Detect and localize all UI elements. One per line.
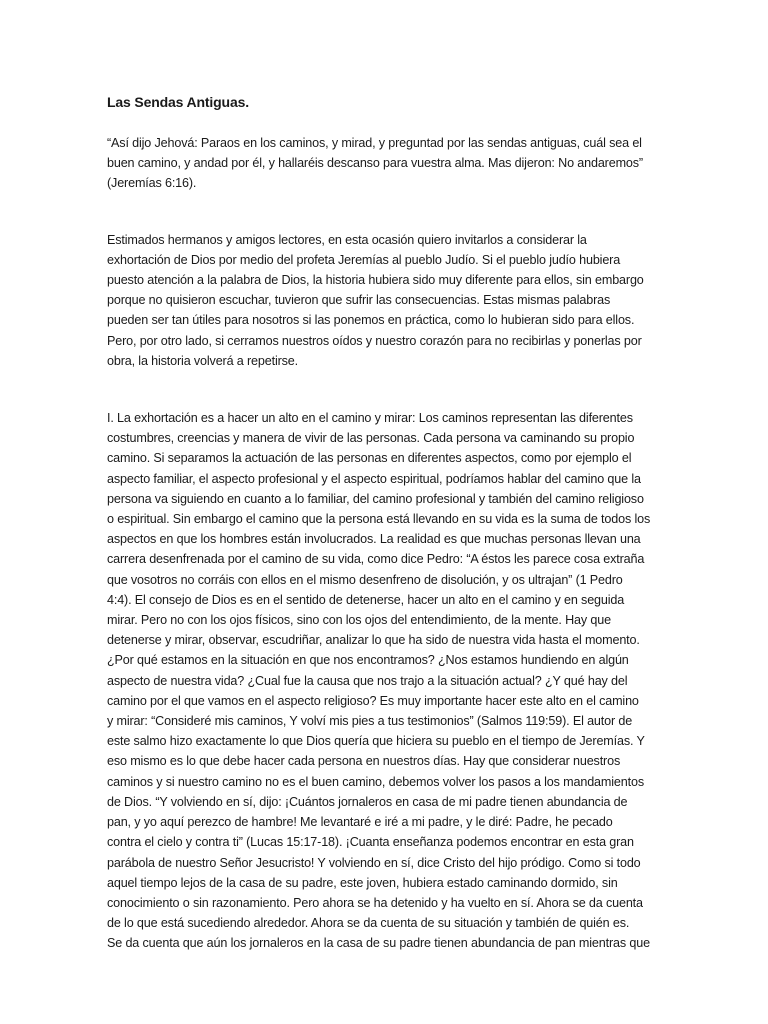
paragraph-line: o espiritual. Sin embargo el camino que la persona está llevando en su vida es la suma de todos los <box>107 512 651 527</box>
paragraph-line: pueden ser tan útiles para nosotros si las ponemos en práctica, como lo hubieran sido para ellos. <box>107 313 635 328</box>
paragraph-line: aspecto de nuestra vida? ¿Cual fue la causa que nos trajo a la situación actual? ¿Y qué hay del <box>107 673 628 688</box>
paragraph-line: carrera desenfrenada por el camino de su vida, como dice Pedro: “A éstos les parece cosa extraña <box>107 552 645 567</box>
paragraph-line: aquel tiempo lejos de la casa de su padre, este joven, hubiera estado caminando dormido, sin <box>107 875 618 890</box>
paragraph-line: ¿Por qué estamos en la situación en que nos encontramos? ¿Nos estamos hundiendo en algún <box>107 653 629 668</box>
paragraph-line: caminos y si nuestro camino no es el buen camino, debemos volver los pasos a los mandamientos <box>107 774 644 789</box>
paragraph-line: este salmo hizo exactamente lo que Dios quería que hiciera su pueblo en el tiempo de Jeremías. Y <box>107 734 645 749</box>
paragraph-line: pan, y yo aquí perezco de hambre! Me levantaré e iré a mi padre, y le diré: Padre, he pecado <box>107 815 613 830</box>
paragraph-line: de Dios. “Y volviendo en sí, dijo: ¡Cuántos jornaleros en casa de mi padre tienen abundancia de <box>107 794 628 809</box>
paragraph-line: obra, la historia volverá a repetirse. <box>107 353 298 368</box>
paragraph-line: porque no quisieron escuchar, tuvieron que sufrir las consecuencias. Estas mismas palabras <box>107 293 611 308</box>
document-body <box>107 92 663 954</box>
paragraph-line: Se da cuenta que aún los jornaleros en la casa de su padre tienen abundancia de pan mientras que <box>107 936 650 951</box>
section-one-paragraph <box>107 408 663 953</box>
paragraph-spacer <box>107 371 663 408</box>
epigraph-paragraph <box>107 133 663 194</box>
paragraph-line: aspectos en que los hombres están involucrados. La realidad es que muchas personas llevan una <box>107 532 641 547</box>
paragraph-line: aspecto familiar, el aspecto profesional y el aspecto espiritual, podríamos hablar del camino que la <box>107 471 641 486</box>
paragraph-line: exhortación de Dios por medio del profeta Jeremías al pueblo Judío. Si el pueblo judío hubiera <box>107 252 621 267</box>
paragraph-line: y mirar: “Consideré mis caminos, Y volví mis pies a tus testimonios” (Salmos 119:59). El autor de <box>107 714 633 729</box>
paragraph-line: I. La exhortación es a hacer un alto en el camino y mirar: Los caminos representan las diferentes <box>107 411 633 426</box>
paragraph-line: eso mismo es lo que debe hacer cada persona en nuestros días. Hay que considerar nuestros <box>107 754 621 769</box>
document-title: Las Sendas Antiguas. <box>107 94 249 110</box>
paragraph-line: costumbres, creencias y manera de vivir de las personas. Cada persona va caminando su propio <box>107 431 635 446</box>
paragraph-line: buen camino, y andad por él, y hallaréis descanso para vuestra alma. Mas dijeron: No andaremos” <box>107 156 643 171</box>
paragraph-line: “Así dijo Jehová: Paraos en los caminos, y mirad, y preguntad por las sendas antiguas, cuál sea el <box>107 136 642 150</box>
paragraph-spacer <box>107 194 663 230</box>
paragraph-line: 4:4). El consejo de Dios es en el sentido de detenerse, hacer un alto en el camino y en seguida <box>107 592 625 607</box>
paragraph-line: persona va siguiendo en cuanto a lo familiar, del camino profesional y también del camino religioso <box>107 491 644 506</box>
paragraph-line: detenerse y mirar, observar, escudriñar, analizar lo que ha sido de nuestra vida hasta el momento. <box>107 633 640 648</box>
paragraph-line: contra el cielo y contra ti” (Lucas 15:17-18). ¡Cuanta enseñanza podemos encontrar en esta gran <box>107 835 634 850</box>
paragraph-line: camino. Si separamos la actuación de las personas en diferentes aspectos, como por ejemplo el <box>107 451 632 466</box>
paragraph-line: Pero, por otro lado, si cerramos nuestros oídos y nuestro corazón para no recibirlas y ponerlas por <box>107 333 642 348</box>
paragraph-line: camino por el que vamos en el aspecto religioso? Es muy importante hacer este alto en el camino <box>107 693 639 708</box>
intro-paragraph <box>107 230 663 371</box>
paragraph-line: conocimiento o sin razonamiento. Pero ahora se ha detenido y ha vuelto en sí. Ahora se da cuenta <box>107 895 643 910</box>
paragraph-line: puesto atención a la palabra de Dios, la historia hubiera sido muy diferente para ellos, sin embargo <box>107 273 644 288</box>
paragraph-line: (Jeremías 6:16). <box>107 176 197 191</box>
paragraph-line: parábola de nuestro Señor Jesucristo! Y volviendo en sí, dice Cristo del hijo pródigo. Como si todo <box>107 855 641 870</box>
paragraph-line: que vosotros no corráis con ellos en el mismo desenfreno de disolución, y os ultrajan” (1 Pedro <box>107 572 623 587</box>
paragraph-line: Estimados hermanos y amigos lectores, en esta ocasión quiero invitarlos a considerar la <box>107 232 587 247</box>
paragraph-line: de lo que está sucediendo alrededor. Ahora se da cuenta de su situación y también de quién es. <box>107 916 630 931</box>
paragraph-line: mirar. Pero no con los ojos físicos, sino con los ojos del entendimiento, de la mente. Hay que <box>107 613 611 628</box>
